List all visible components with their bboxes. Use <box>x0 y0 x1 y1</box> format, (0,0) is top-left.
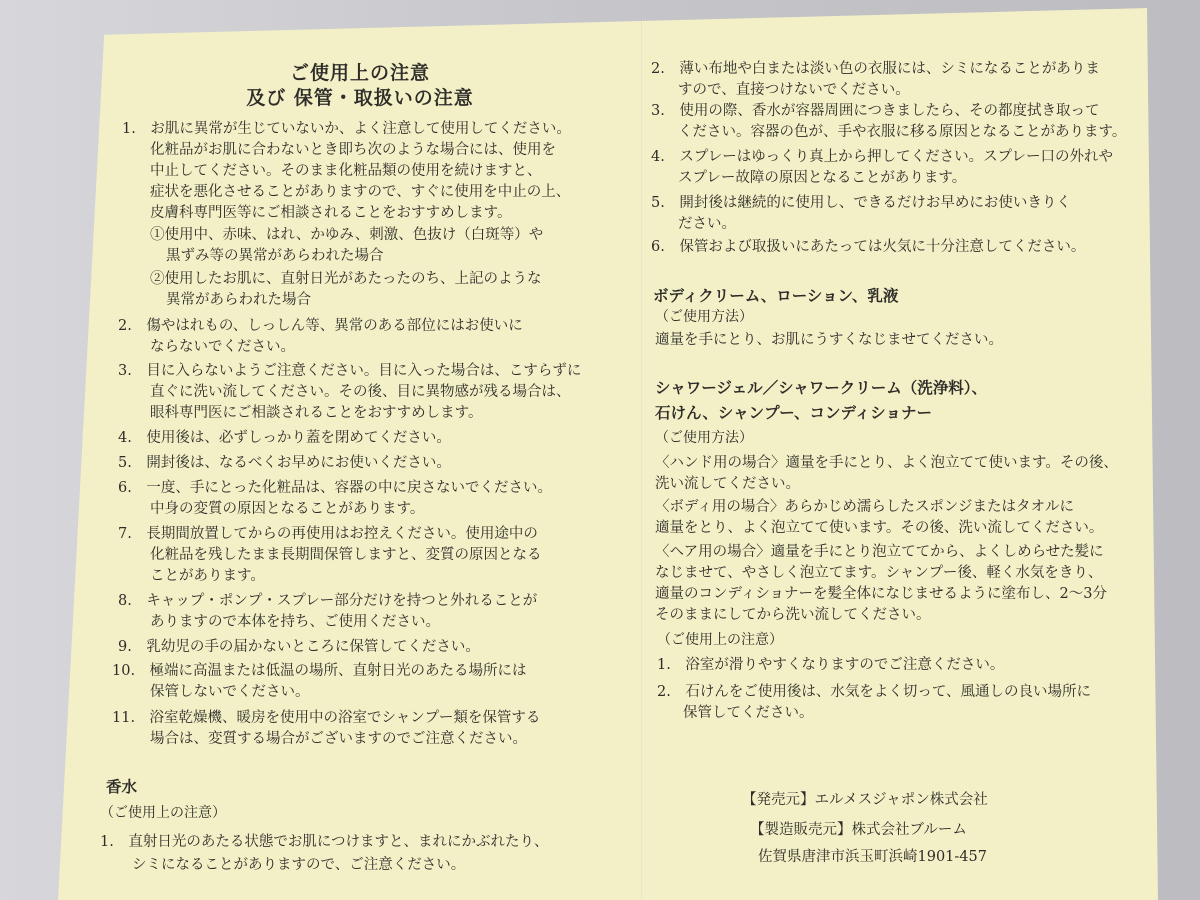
manufacturer-name: 【製造販売元】株式会社ブルーム <box>750 822 967 838</box>
right-line: 2. 薄い布地や白または淡い色の衣服には、シミになることがありま <box>651 61 1100 77</box>
left-line: ①使用中、赤味、はれ、かゆみ、刺激、色抜け（白斑等）や <box>150 227 544 243</box>
section-subheading: （ご使用方法） <box>655 309 753 325</box>
right-line: 適量をとり、よく泡立てて使います。その後、洗い流してください。 <box>655 520 1104 536</box>
right-line: 〈ハンド用の場合〉適量を手にとり、よく泡立てて使います。その後、 <box>655 455 1118 471</box>
left-line: 直ぐに洗い流してください。その後、目に異物感が残る場合は、 <box>150 384 571 400</box>
right-line: そのままにしてから洗い流してください。 <box>655 607 931 623</box>
left-line: 皮膚科専門医等にご相談されることをおすすめします。 <box>150 205 512 221</box>
left-line: 眼科専門医にご相談されることをおすすめします。 <box>150 405 483 421</box>
left-line: 5. 開封後は、なるべくお早めにお使いください。 <box>118 455 451 471</box>
left-line: 異常があらわれた場合 <box>166 292 311 308</box>
right-line: 2. 石けんをご使用後は、水気をよく切って、風通しの良い場所に <box>657 684 1092 700</box>
right-line: 適量のコンディショナーを髪全体になじませるように塗布し、2〜3分 <box>655 586 1107 602</box>
document-title: ご使用上の注意 <box>289 62 430 84</box>
right-line: ください。容器の色が、手や衣服に移る原因となることがあります。 <box>678 124 1127 140</box>
right-line: 適量を手にとり、お肌にうすくなじませてください。 <box>655 332 1003 348</box>
right-line: 5. 開封後は継続的に使用し、できるだけお早めにお使いきりく <box>651 195 1071 211</box>
left-line: 保管しないでください。 <box>150 684 310 700</box>
right-line: スプレー故障の原因となることがあります。 <box>678 170 967 186</box>
left-line: 8. キャップ・ポンプ・スプレー部分だけを持つと外れることが <box>118 593 538 609</box>
left-line: 11. 浴室乾燥機、暖房を使用中の浴室でシャンプー類を保管する <box>112 710 541 726</box>
left-line: 中身の変質の原因となることがあります。 <box>150 501 425 517</box>
left-line: 9. 乳幼児の手の届かないところに保管してください。 <box>118 639 480 655</box>
left-line: ありますので本体を持ち、ご使用ください。 <box>150 614 440 630</box>
left-line: 黒ずみ等の異常があらわれた場合 <box>166 248 384 264</box>
left-line: 症状を悪化させることがありますので、すぐに使用を中止の上、 <box>150 184 571 200</box>
left-line: 中止してください。そのまま化粧品類の使用を続けますと、 <box>150 163 542 179</box>
right-line: 〈ヘア用の場合〉適量を手にとり泡立ててから、よくしめらせた髪に <box>655 544 1104 560</box>
left-line: 4. 使用後は、必ずしっかり蓋を閉めてください。 <box>118 430 451 446</box>
left-line: ②使用したお肌に、直射日光があたったのち、上記のような <box>150 271 542 287</box>
left-line: 10. 極端に高温または低温の場所、直射日光のあたる場所には <box>112 663 527 679</box>
right-line: 〈ボディ用の場合〉あらかじめ濡らしたスポンジまたはタオルに <box>655 499 1074 515</box>
document-subtitle: 及び 保管・取扱いの注意 <box>246 87 474 109</box>
left-line: 6. 一度、手にとった化粧品は、容器の中に戻さないでください。 <box>118 480 553 496</box>
left-line: 3. 目に入らないようご注意ください。目に入った場合は、こすらずに <box>118 363 582 379</box>
left-line: シミになることがありますので、ご注意ください。 <box>132 857 466 873</box>
section-subheading: （ご使用上の注意） <box>100 805 226 821</box>
left-line: ことがあります。 <box>150 568 265 584</box>
right-line: 4. スプレーはゆっくり真上から押してください。スプレー口の外れや <box>651 149 1114 165</box>
left-line: ならないでください。 <box>150 339 295 355</box>
section-subheading: （ご使用方法） <box>655 430 753 446</box>
section-heading-shampoo: 石けん、シャンプー、コンディショナー <box>655 403 932 422</box>
section-heading-shower: シャワージェル／シャワークリーム（洗浄料）、 <box>655 378 988 397</box>
section-subheading: （ご使用上の注意） <box>657 632 783 648</box>
manufacturer-address: 佐賀県唐津市浜玉町浜崎1901-457 <box>758 849 987 865</box>
right-line: すので、直接つけないでください。 <box>678 82 910 98</box>
left-line: 場合は、変質する場合がございますのでご注意ください。 <box>150 731 527 747</box>
right-line: なじませて、やさしく泡立てます。シャンプー後、軽く水気をきり、 <box>655 565 1103 581</box>
right-line: 保管してください。 <box>683 705 814 721</box>
right-line: 3. 使用の際、香水が容器周囲につきましたら、その都度拭き取って <box>651 103 1100 119</box>
right-line: 1. 浴室が滑りやすくなりますのでご注意ください。 <box>657 657 1005 673</box>
section-heading-perfume: 香水 <box>106 777 138 796</box>
fold-crease <box>641 16 643 900</box>
left-line: 7. 長期間放置してからの再使用はお控えください。使用途中の <box>118 526 538 542</box>
left-line: 化粧品がお肌に合わないとき即ち次のような場合には、使用を <box>150 142 556 158</box>
left-line: 2. 傷やはれもの、しっしん等、異常のある部位にはお使いに <box>118 318 523 334</box>
right-line: ださい。 <box>678 216 736 232</box>
section-heading-body-cream: ボディクリーム、ローション、乳液 <box>653 286 899 305</box>
seller-name: 【発売元】エルメスジャポン株式会社 <box>742 792 988 808</box>
right-line: 6. 保管および取扱いにあたっては火気に十分注意してください。 <box>651 239 1086 255</box>
left-line: 1. 直射日光のあたる状態でお肌につけますと、まれにかぶれたり、 <box>100 834 549 850</box>
left-line: 化粧品を残したまま長期間保管しますと、変質の原因となる <box>150 547 542 563</box>
right-line: 洗い流してください。 <box>655 476 800 492</box>
left-line: 1. お肌に異常が生じていないか、よく注意して使用してください。 <box>122 121 571 137</box>
